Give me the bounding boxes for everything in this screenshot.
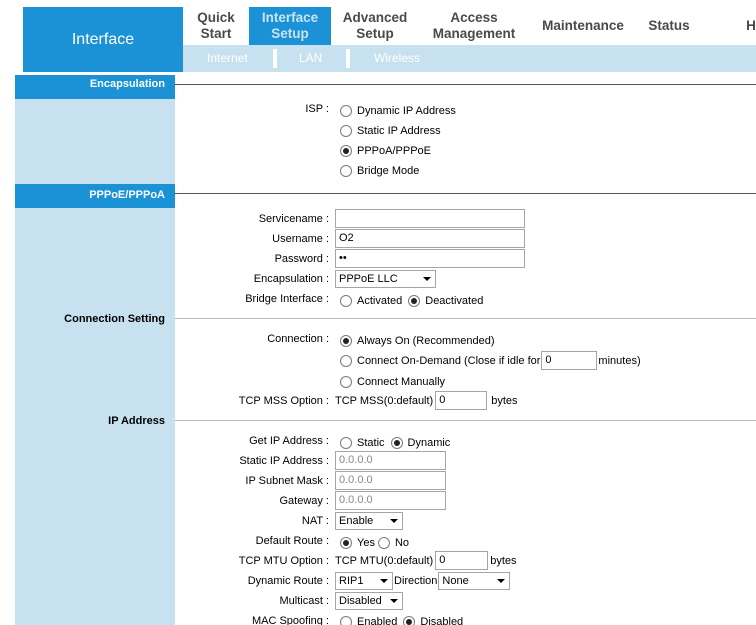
direction-value: None	[442, 575, 469, 587]
connection-always-on[interactable]	[340, 335, 495, 347]
password-input[interactable]: ••	[335, 249, 525, 268]
get-ip-dynamic-label: Dynamic	[407, 437, 451, 449]
isp-option-bridge[interactable]	[340, 165, 419, 177]
tcp-mss-input[interactable]: 0	[435, 391, 487, 410]
dynamic-route-value: RIP1	[339, 575, 364, 587]
chevron-down-icon	[390, 519, 398, 523]
radio-selected-icon[interactable]	[391, 437, 403, 449]
isp-option-label: Static IP Address	[357, 125, 441, 137]
bytes-label: bytes	[490, 554, 517, 567]
connection-on-demand[interactable]	[340, 351, 641, 370]
static-ip-input[interactable]: 0.0.0.0	[335, 451, 446, 470]
chevron-down-icon	[497, 579, 505, 583]
section-encapsulation: Encapsulation	[15, 75, 175, 99]
subtab-divider	[346, 49, 350, 68]
subtab-wireless[interactable]: Wireless	[374, 51, 421, 65]
get-ip-label: Get IP Address :	[249, 435, 329, 447]
divider	[175, 420, 756, 421]
tcp-mtu-label: TCP MTU Option :	[238, 555, 329, 567]
always-on-label: Always On (Recommended)	[357, 335, 495, 347]
connection-label: Connection :	[267, 333, 329, 345]
nat-label: NAT :	[301, 515, 329, 527]
top-navigation	[183, 7, 756, 45]
tcp-mtu-input[interactable]: 0	[435, 551, 488, 570]
isp-option-label: Dynamic IP Address	[357, 105, 456, 117]
section-pppoe: PPPoE/PPPoA	[15, 184, 175, 208]
chevron-down-icon	[380, 579, 388, 583]
idle-minutes-input[interactable]: 0	[541, 351, 597, 370]
subtab-internet[interactable]: Internet	[207, 51, 248, 65]
chevron-down-icon	[423, 277, 431, 281]
multicast-select[interactable]	[335, 592, 403, 610]
tab-interface-setup[interactable]: Interface Setup	[249, 7, 331, 45]
nat-value: Enable	[339, 515, 374, 527]
connection-manual[interactable]	[340, 376, 445, 388]
servicename-input[interactable]	[335, 209, 525, 228]
mac-disabled-label: Disabled	[420, 616, 464, 625]
gateway-label: Gateway :	[279, 495, 329, 507]
static-ip-label: Static IP Address :	[239, 455, 329, 467]
default-route-no-label: No	[394, 537, 410, 549]
nat-select[interactable]	[335, 512, 403, 530]
radio-selected-icon[interactable]	[408, 295, 420, 307]
radio-icon[interactable]	[340, 125, 352, 137]
tab-access-management[interactable]: Access Management	[432, 10, 516, 41]
bridge-activated-label: Activated	[357, 295, 403, 307]
tcp-mtu-text: TCP MTU(0:default)	[335, 554, 434, 567]
default-route-label: Default Route :	[255, 535, 329, 547]
on-demand-label: Connect On-Demand (Close if idle for	[357, 354, 541, 367]
bridge-deactivated-label: Deactivated	[425, 295, 484, 307]
encapsulation-select[interactable]	[335, 270, 436, 288]
manual-label: Connect Manually	[357, 376, 446, 388]
radio-icon[interactable]	[340, 295, 352, 307]
isp-option-label: PPPoA/PPPoE	[357, 145, 431, 157]
encapsulation-value: PPPoE LLC	[339, 273, 398, 285]
servicename-label: Servicename :	[258, 213, 329, 225]
radio-icon[interactable]	[340, 437, 352, 449]
mac-enabled-label: Enabled	[357, 616, 398, 625]
radio-icon[interactable]	[340, 616, 352, 625]
radio-icon[interactable]	[340, 355, 352, 367]
tcp-mss-text: TCP MSS(0:default)	[335, 394, 434, 407]
encapsulation-label: Encapsulation :	[253, 273, 329, 285]
mac-spoofing-label: MAC Spoofing :	[251, 615, 329, 625]
tab-advanced-setup[interactable]: Advanced Setup	[342, 10, 408, 41]
multicast-label: Multicast :	[279, 595, 329, 607]
username-label: Username :	[272, 233, 329, 245]
dynamic-route-label: Dynamic Route :	[247, 575, 329, 587]
radio-selected-icon[interactable]	[340, 335, 352, 347]
isp-label: ISP :	[305, 103, 329, 115]
default-route-yes-label: Yes	[357, 537, 375, 549]
tab-status[interactable]: Status	[648, 18, 690, 33]
radio-icon[interactable]	[340, 376, 352, 388]
subtab-divider	[273, 49, 277, 68]
isp-option-dynamic[interactable]	[340, 105, 456, 117]
tab-help[interactable]: H	[746, 18, 756, 33]
tab-quick-start[interactable]: Quick Start	[197, 10, 235, 41]
radio-icon[interactable]	[378, 537, 390, 549]
minutes-label: minutes)	[598, 354, 641, 367]
bridge-interface-label: Bridge Interface :	[245, 293, 329, 305]
divider	[175, 318, 756, 319]
isp-option-label: Bridge Mode	[357, 165, 420, 177]
subnet-mask-label: IP Subnet Mask :	[245, 475, 329, 487]
section-connection-setting: Connection Setting	[64, 313, 165, 325]
radio-selected-icon[interactable]	[340, 537, 352, 549]
chevron-down-icon	[390, 599, 398, 603]
tab-maintenance[interactable]: Maintenance	[542, 18, 624, 33]
radio-icon[interactable]	[340, 165, 352, 177]
radio-selected-icon[interactable]	[403, 616, 415, 625]
bytes-label: bytes	[491, 394, 518, 407]
gateway-input[interactable]: 0.0.0.0	[335, 491, 446, 510]
radio-icon[interactable]	[340, 105, 352, 117]
isp-option-static[interactable]	[340, 125, 441, 137]
radio-selected-icon[interactable]	[340, 145, 352, 157]
subtab-lan[interactable]: LAN	[299, 51, 323, 65]
section-ip-address: IP Address	[108, 415, 165, 427]
get-ip-static-label: Static	[357, 437, 385, 449]
brand-title: Interface	[23, 7, 183, 72]
sub-navigation	[183, 45, 756, 72]
direction-label: Direction	[394, 575, 438, 587]
tcp-mss-label: TCP MSS Option :	[238, 395, 329, 407]
dynamic-route-select[interactable]	[335, 572, 393, 590]
password-label: Password :	[274, 253, 329, 265]
username-input[interactable]: O2	[335, 229, 525, 248]
subnet-mask-input[interactable]: 0.0.0.0	[335, 471, 446, 490]
isp-option-pppoe[interactable]	[340, 145, 431, 157]
multicast-value: Disabled	[339, 595, 382, 607]
divider	[175, 193, 756, 194]
direction-select[interactable]	[438, 572, 510, 590]
divider	[175, 84, 756, 85]
